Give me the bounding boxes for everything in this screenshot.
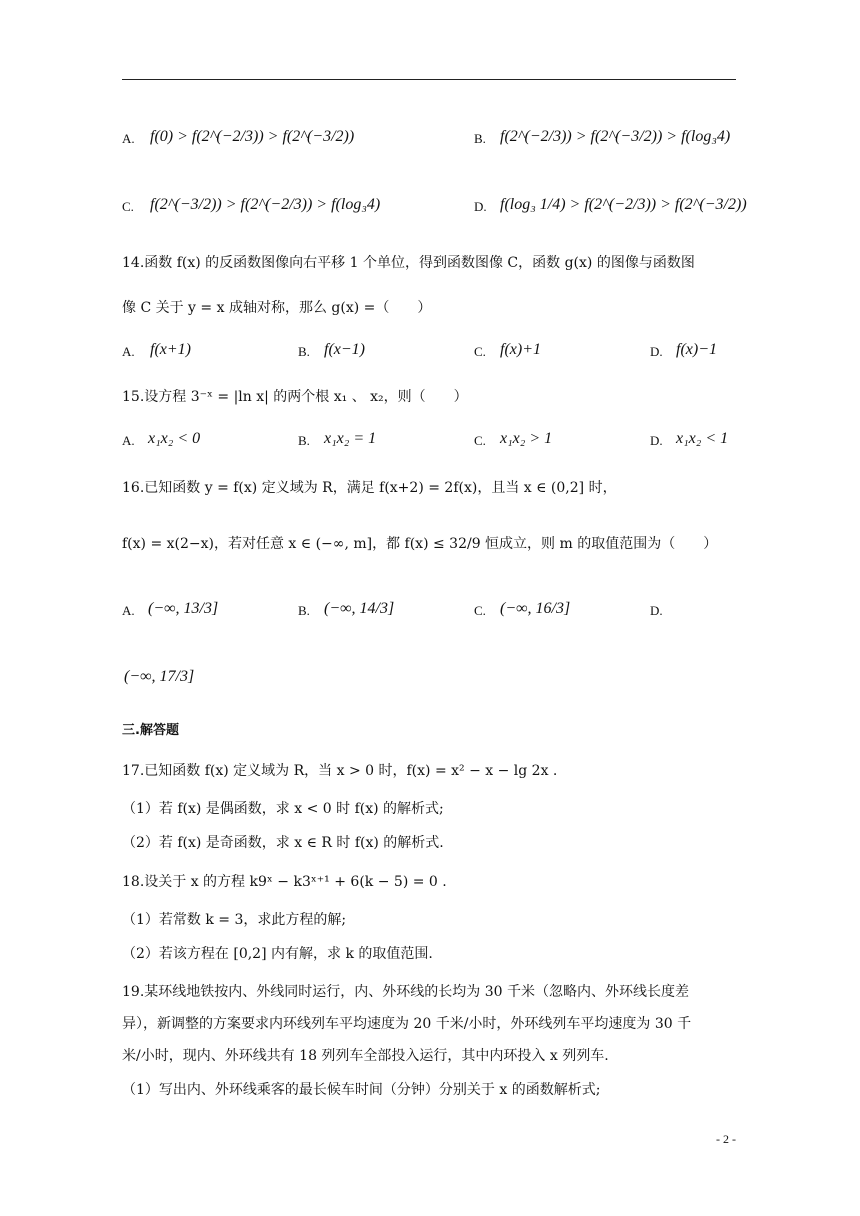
q13-option-b-label: B.	[474, 131, 486, 146]
q19-stem-line1: 19.某环线地铁按内、外线同时运行，内、外环线的长均为 30 千米（忽略内、外环线长度差	[122, 984, 689, 1000]
q14-option-b-expr: f(x−1)	[324, 341, 365, 358]
q18-part2: （2）若该方程在 [0,2] 内有解，求 k 的取值范围.	[122, 946, 433, 962]
q19-stem-line3: 米/小时，现内、外环线共有 18 列列车全部投入运行，其中内环投入 x 列列车.	[122, 1048, 609, 1064]
q14-option-b-label: B.	[298, 344, 310, 359]
q13-option-d-label: D.	[474, 199, 487, 214]
q13-option-c-expr: f(2^(−3/2)) > f(2^(−2/3)) > f(log₃4)	[150, 196, 381, 213]
q16-option-a-expr: (−∞, 13/3]	[148, 600, 219, 617]
q15-stem-line1: 15.设方程 3⁻ˣ = |ln x| 的两个根 x₁ 、 x₂，则（ ）	[122, 389, 468, 405]
q14-option-d-expr: f(x)−1	[676, 341, 717, 358]
q17-stem-line1: 17.已知函数 f(x) 定义域为 R，当 x > 0 时，f(x) = x² − x − lg 2x .	[122, 763, 558, 779]
q18-part1: （1）若常数 k = 3，求此方程的解;	[122, 912, 347, 928]
q16-option-b-label: B.	[298, 603, 310, 618]
q15-option-b-expr: x₁x₂ = 1	[324, 430, 377, 447]
q19-part1: （1）写出内、外环线乘客的最长候车时间（分钟）分别关于 x 的函数解析式;	[122, 1082, 601, 1098]
q16-stem-line2: f(x) = x(2−x)，若对任意 x ∈ (−∞, m]，都 f(x) ≤ 32/9 恒成立，则 m 的取值范围为（ ）	[122, 536, 718, 552]
q15-option-a-label: A.	[122, 433, 135, 448]
q16-option-d-expr: (−∞, 17/3]	[124, 668, 195, 685]
q13-option-a-label: A.	[122, 131, 135, 146]
q15-option-d-label: D.	[650, 433, 663, 448]
q15-option-b-label: B.	[298, 433, 310, 448]
q16-option-c-expr: (−∞, 16/3]	[500, 600, 571, 617]
q15-option-a-expr: x₁x₂ < 0	[148, 430, 201, 447]
q13-option-c-label: C.	[122, 199, 134, 214]
q15-option-c-label: C.	[474, 433, 486, 448]
page-number: - 2 -	[716, 1132, 736, 1146]
section-title: 三.解答题	[122, 723, 179, 738]
q15-option-c-expr: x₁x₂ > 1	[500, 430, 553, 447]
q19-stem-line2: 异），新调整的方案要求内环线列车平均速度为 20 千米/小时，外环线列车平均速度为 30 千	[122, 1016, 692, 1032]
q17-part2: （2）若 f(x) 是奇函数，求 x ∈ R 时 f(x) 的解析式.	[122, 835, 444, 851]
q14-option-a-expr: f(x+1)	[150, 341, 191, 358]
q14-option-a-label: A.	[122, 344, 135, 359]
q17-part1: （1）若 f(x) 是偶函数，求 x < 0 时 f(x) 的解析式;	[122, 801, 444, 817]
header-rule	[122, 79, 736, 80]
q14-stem-line1: 14.函数 f(x) 的反函数图像向右平移 1 个单位，得到函数图像 C，函数 g(x) 的图像与函数图	[122, 255, 695, 271]
q14-option-d-label: D.	[650, 344, 663, 359]
q14-option-c-expr: f(x)+1	[500, 341, 541, 358]
q16-option-a-label: A.	[122, 603, 135, 618]
q14-option-c-label: C.	[474, 344, 486, 359]
q16-stem-line1: 16.已知函数 y = f(x) 定义域为 R，满足 f(x+2) = 2f(x)，且当 x ∈ (0,2] 时，	[122, 480, 617, 496]
q13-option-d-expr: f(log₃ 1/4) > f(2^(−2/3)) > f(2^(−3/2))	[500, 196, 747, 213]
q16-option-d-label: D.	[650, 603, 663, 618]
q16-option-c-label: C.	[474, 603, 486, 618]
q15-option-d-expr: x₁x₂ < 1	[676, 430, 729, 447]
q13-option-b-expr: f(2^(−2/3)) > f(2^(−3/2)) > f(log₃4)	[500, 128, 731, 145]
q18-stem-line1: 18.设关于 x 的方程 k9ˣ − k3ˣ⁺¹ + 6(k − 5) = 0 .	[122, 874, 447, 890]
q13-option-a-expr: f(0) > f(2^(−2/3)) > f(2^(−3/2))	[150, 128, 355, 145]
q16-option-b-expr: (−∞, 14/3]	[324, 600, 395, 617]
q14-stem-line2: 像 C 关于 y = x 成轴对称，那么 g(x) =（ ）	[122, 300, 432, 316]
